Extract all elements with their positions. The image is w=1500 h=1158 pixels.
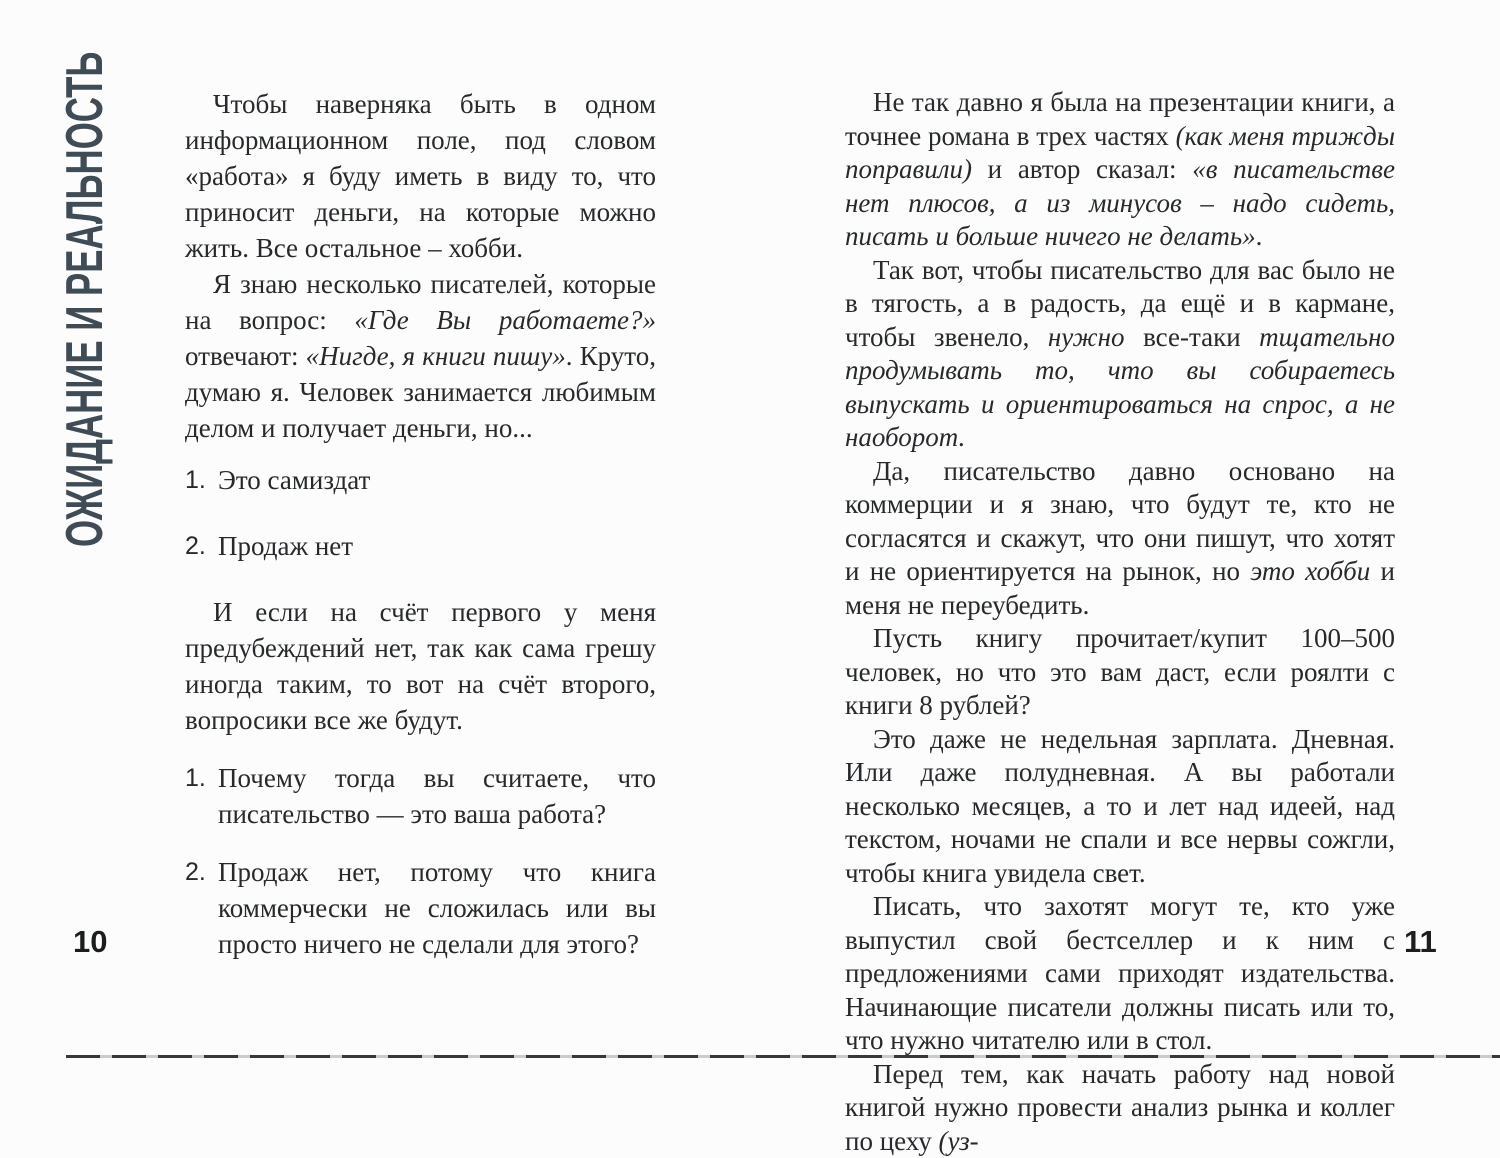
list-item bbox=[185, 854, 656, 962]
list-item-number: 2. bbox=[185, 854, 218, 962]
text-run: Так вот, чтобы писательство для вас было не в тягость, а в радость, да ещё и в кармане, чтобы звенело, bbox=[845, 255, 1395, 352]
list-item-text bbox=[218, 854, 656, 962]
paragraph bbox=[845, 890, 1395, 1058]
text-run: Продаж нет, потому что книга коммерчески не сложилась или вы просто ничего не сделали для этого? bbox=[218, 857, 656, 959]
text-run: Писать, что захотят могут те, кто уже выпустил свой бестселлер и к ним с предложениями сами приходят издательства. Начинающие писатели должны писать или то, что нужно читателю или в стол. bbox=[845, 891, 1395, 1055]
text-run: Перед тем, как начать работу над новой книгой нужно провести анализ рынка и коллег по цеху bbox=[845, 1059, 1395, 1156]
right-page-body bbox=[845, 86, 1395, 1158]
list-item-number: 1. bbox=[185, 462, 218, 498]
text-run: Почему тогда вы считаете, что писательство — это ваша работа? bbox=[218, 763, 656, 829]
text-run: Продаж нет bbox=[218, 531, 353, 561]
paragraph bbox=[185, 266, 656, 446]
italic-run: «Где Вы работаете?» bbox=[354, 305, 656, 335]
text-run: Это самиздат bbox=[218, 465, 370, 495]
list-item-text bbox=[218, 462, 656, 498]
italic-run: тщательно продумывать то, что вы собираетесь выпускать и ориентироваться на спрос, а не наоборот. bbox=[845, 322, 1395, 453]
text-run: Да, писательство давно основано на коммерции и я знаю, что будут те, кто не согласятся и скажут, что они пишут, что хотят и не ориентируется на рынок, но bbox=[845, 456, 1395, 587]
list-item bbox=[185, 528, 656, 564]
text-run: И если на счёт первого у меня предубеждений нет, так как сама грешу иногда таким, то вот на счёт второго, вопросики все же будут. bbox=[185, 597, 656, 735]
italic-run: это хобби bbox=[1250, 556, 1370, 586]
italic-run: «Нигде, я книги пишу» bbox=[306, 341, 566, 371]
paragraph bbox=[185, 86, 656, 266]
paragraph bbox=[845, 455, 1395, 623]
list-item-number: 1. bbox=[185, 760, 218, 832]
text-run: Это даже не недельная зарплата. Дневная. Или даже полудневная. А вы работали несколько месяцев, а то и лет над идеей, над текстом, ночами не спали и все нервы сожгли, чтобы книга увидела свет. bbox=[845, 724, 1395, 888]
paragraph bbox=[845, 254, 1395, 455]
text-run: Пусть книгу прочитает/купит 100–500 человек, но что это вам даст, если роялти с книги 8 рублей? bbox=[845, 623, 1395, 720]
text-run: и автор сказал: bbox=[972, 154, 1192, 184]
page-number-left: 10 bbox=[73, 924, 107, 960]
italic-run: (уз- bbox=[939, 1126, 979, 1156]
text-run: отвечают: bbox=[185, 341, 306, 371]
list-item bbox=[185, 760, 656, 832]
italic-run: «в писательстве нет плюсов, а из минусов – надо сидеть, писать и больше ничего не делать» bbox=[845, 154, 1395, 251]
text-run: Я знаю несколько писателей, которые на вопрос: bbox=[185, 269, 656, 335]
italic-run: нужно bbox=[1048, 322, 1125, 352]
paragraph bbox=[845, 1058, 1395, 1158]
text-run: все-таки bbox=[1125, 322, 1260, 352]
italic-run: (как меня трижды поправили) bbox=[845, 121, 1395, 185]
left-page-body bbox=[185, 86, 656, 962]
text-run: Не так давно я была на презентации книги, а точнее романа в трех частях bbox=[845, 87, 1395, 151]
text-run: Чтобы наверняка быть в одном информационном поле, под словом «работа» я буду иметь в виду то, что приносит деньги, на которые можно жить. Все остальное – хобби. bbox=[185, 89, 656, 263]
paragraph bbox=[845, 622, 1395, 723]
list-item-text bbox=[218, 528, 656, 564]
text-run: . Круто, думаю я. Человек занимается любимым делом и получает деньги, но... bbox=[185, 341, 656, 443]
list-item-number: 2. bbox=[185, 528, 218, 564]
list-item-text bbox=[218, 760, 656, 832]
scan-edge-line bbox=[66, 1055, 1500, 1058]
numbered-list bbox=[185, 760, 656, 962]
paragraph bbox=[185, 594, 656, 738]
paragraph bbox=[845, 723, 1395, 891]
list-item bbox=[185, 462, 656, 498]
numbered-list bbox=[185, 462, 656, 564]
chapter-title-vertical: ОЖИДАНИЕ И РЕАЛЬНОСТЬ bbox=[60, 85, 110, 547]
text-run: . bbox=[1256, 221, 1263, 251]
page-number-right: 11 bbox=[1404, 924, 1437, 960]
text-run: и меня не переубедить. bbox=[845, 556, 1395, 620]
paragraph bbox=[845, 86, 1395, 254]
